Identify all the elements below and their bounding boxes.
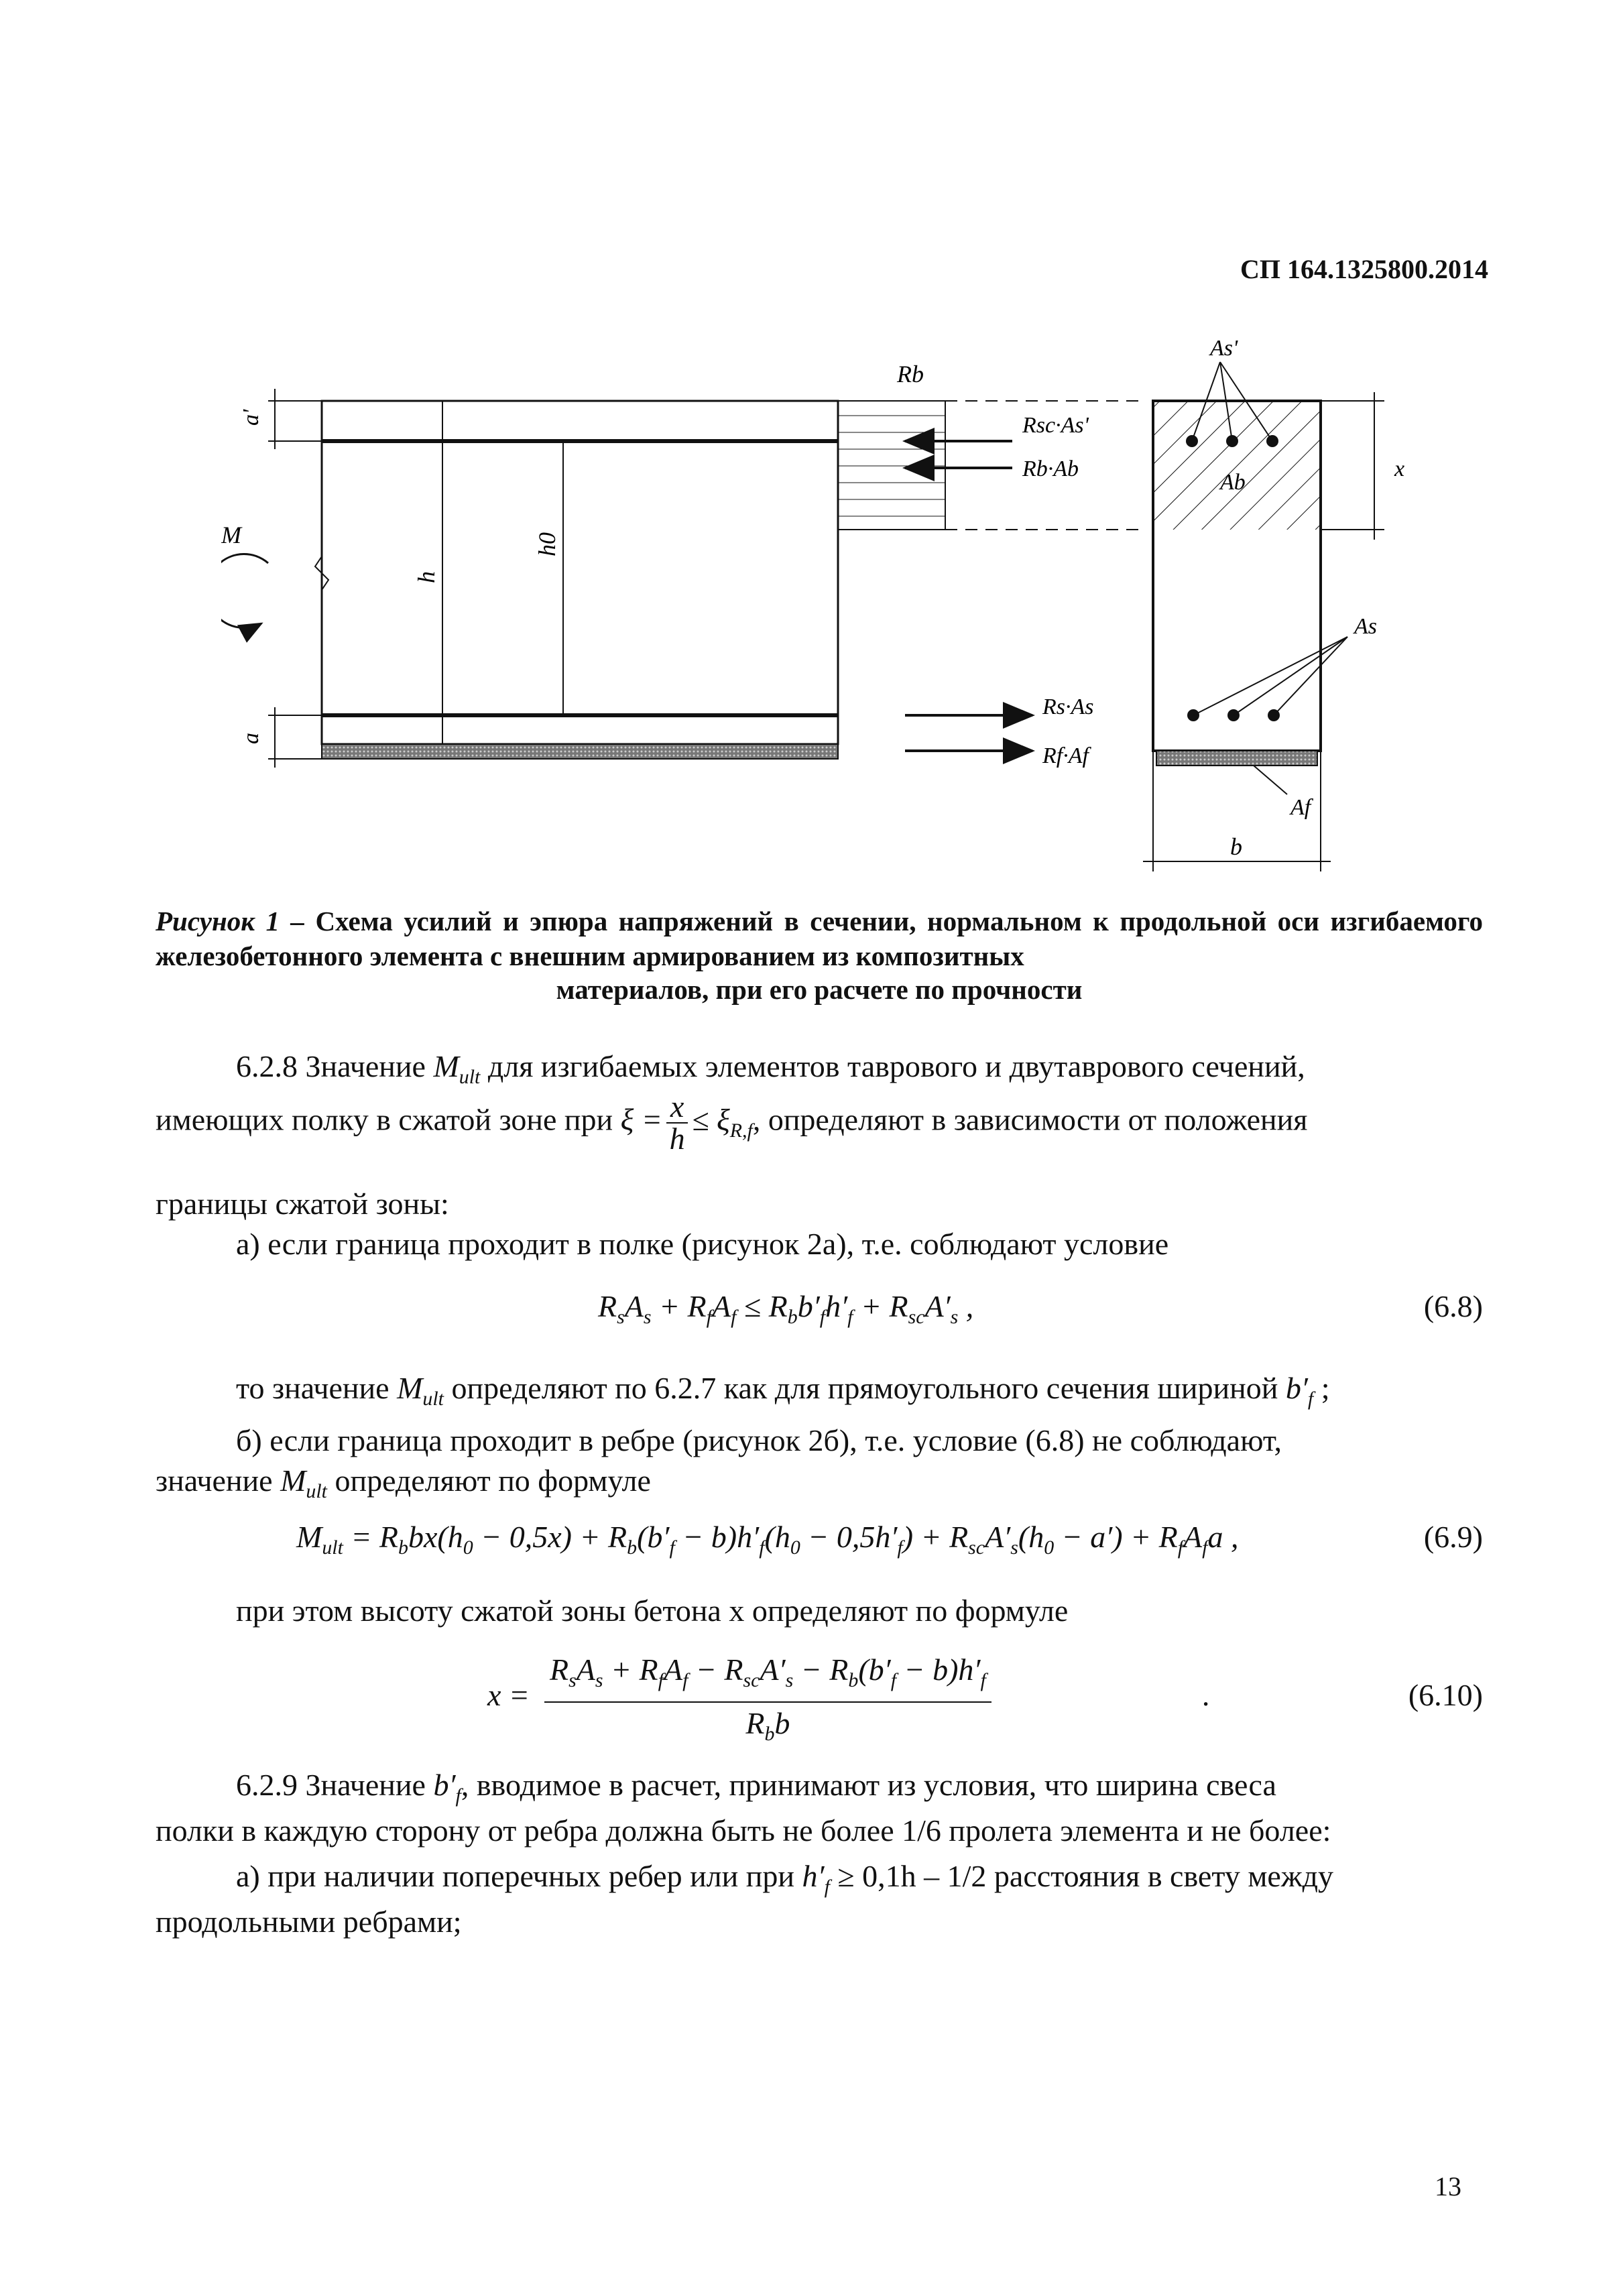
p628-line3: границы сжатой зоны: [156, 1187, 449, 1221]
eq-number-6-8: (6.8) [1423, 1289, 1483, 1323]
page-number: 13 [1435, 2171, 1461, 2201]
beam-elevation [268, 389, 838, 768]
label-b: b [1230, 833, 1242, 860]
figure-caption [156, 904, 1483, 973]
p629-line2: полки в каждую сторону от ребра должна быть не более 1/6 пролета элемента и не более: [156, 1813, 1331, 1848]
caption-text: Схема усилий и эпюра напряжений в сечении, нормальном к продольной оси изгибаемого железобетонного элемента с внешним армированием из композитных [156, 906, 1483, 971]
p629-line4: продольными ребрами; [156, 1905, 462, 1939]
label-As: As [1354, 614, 1377, 639]
cross-section [1143, 362, 1384, 871]
label-Rb: Rb [897, 361, 924, 387]
label-a-top: a' [239, 409, 263, 426]
p629-line3: а) при наличии поперечных ребер или при $h'_f \ge 0,1h - 1/2$ расстояния в свету между [236, 1859, 1334, 1898]
p628-line4: а) если граница проходит в полке (рисунок 2а), т.е. соблюдают условие [236, 1227, 1169, 1261]
label-RscAs: Rsc·As' [1022, 413, 1089, 438]
label-Ab: Ab [1220, 470, 1246, 495]
p628-line2: имеющих полку в сжатой зоне при ξ = $\frac{x}{h}$ ≤ $\xi_{R,f}$, определяют в зависимости от положения [156, 1089, 1308, 1156]
equation-6-10: x = $R_sA_s + R_fA_f - R_{sc}A'_s - R_b(b'_f - b)h'_f$ $R_bb$ . (6.10) [156, 1649, 1483, 1750]
caption-prefix: Рисунок 1 – [156, 906, 304, 936]
p629-line1: 6.2.9 Значение $b'_f$, вводимое в расчет, принимают из условия, что ширина свеса [236, 1768, 1276, 1807]
stress-block [838, 401, 1146, 751]
document-code: СП 164.1325800.2014 [1240, 254, 1488, 284]
label-x: x [1394, 457, 1405, 481]
label-h0: h0 [534, 532, 560, 556]
equation-6-8: $R_sA_s + R_fA_f \le R_bb'_fh'_f + R_{sc}A'_s$ , (6.8) [156, 1286, 1483, 1327]
p-b-line1: б) если граница проходит в ребре (рисунок 2б), т.е. условие (6.8) не соблюдают, [236, 1423, 1282, 1457]
p-b-line2: значение $M_{ult}$ определяют по формуле [156, 1463, 651, 1503]
p-x: при этом высоту сжатой зоны бетона x определяют по формуле [236, 1593, 1069, 1628]
label-Af: Af [1290, 795, 1311, 820]
eq-number-6-10: (6.10) [1408, 1678, 1483, 1712]
label-As-top: As' [1210, 336, 1238, 361]
label-a-bottom: a [239, 733, 263, 744]
label-RsAs: Rs·As [1042, 694, 1094, 719]
eq-number-6-9: (6.9) [1423, 1520, 1483, 1554]
label-RfAf: Rf·Af [1042, 743, 1089, 768]
figure-force-diagram [221, 315, 1428, 905]
caption-last-line: материалов, при его расчете по прочности [556, 974, 1083, 1005]
label-h: h [413, 571, 440, 583]
equation-6-9: $M_{ult} = R_bbx(h_0 - 0,5x) + R_b(b'_f - b)h'_f(h_0 - 0,5h'_f) + R_{sc}A'_s(h_0 - a') + R_fA_fa$ , (6.9) [156, 1516, 1483, 1558]
label-M: M [221, 522, 241, 548]
p-then: то значение $M_{ult}$ определяют по 6.2.7 как для прямоугольного сечения шириной $b'_f$ ; [236, 1371, 1330, 1410]
label-RbAb: Rb·Ab [1022, 457, 1079, 481]
p628-line1: 6.2.8 Значение $M_{ult}$ для изгибаемых элементов таврового и двутаврового сечений, [236, 1049, 1305, 1089]
